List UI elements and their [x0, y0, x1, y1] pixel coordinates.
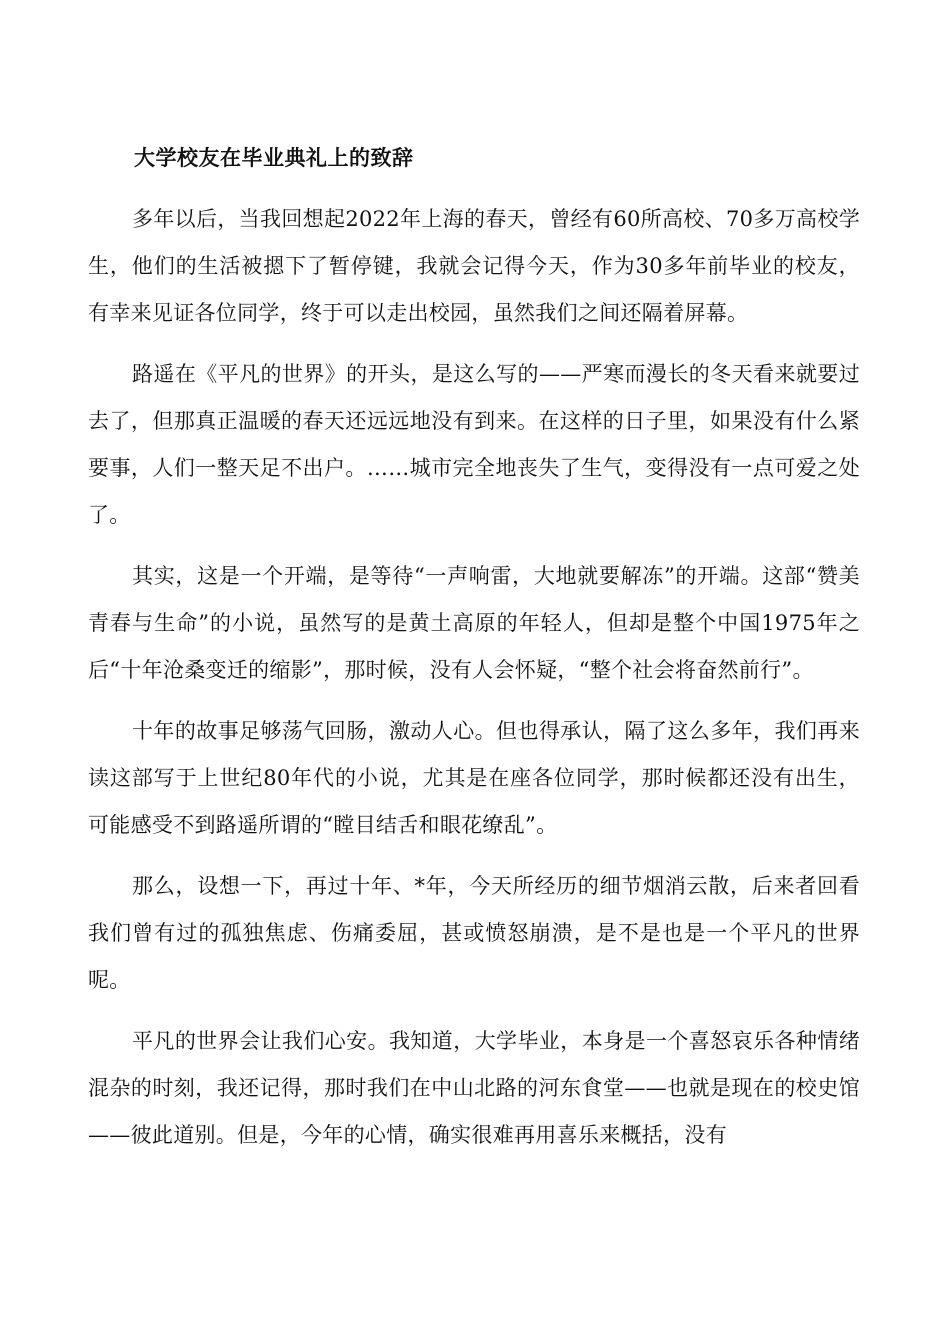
- document-body: [88, 140, 860, 1173]
- paragraph-5: 那么，设想一下，再过十年、*年，今天所经历的细节烟消云散，后来者回看我们曾有过的孤独焦虑、伤痛委屈，甚或愤怒崩溃，是不是也是一个平凡的世界呢。: [88, 874, 860, 992]
- paragraph-2: 路遥在《平凡的世界》的开头，是这么写的——严寒而漫长的冬天看来就要过去了，但那真正温暖的春天还远远地没有到来。在这样的日子里，如果没有什么紧要事，人们一整天足不出户。……城市完全地丧失了生气，变得没有一点可爱之处了。: [88, 362, 860, 527]
- paragraph-3: 其实，这是一个开端，是等待“一声响雷，大地就要解冻”的开端。这部“赞美青春与生命”的小说，虽然写的是黄土高原的年轻人，但却是整个中国1975年之后“十年沧桑变迁的缩影”，那时候，没有人会怀疑，“整个社会将奋然前行”。: [88, 564, 860, 682]
- paragraph-4: 十年的故事足够荡气回肠，激动人心。但也得承认，隔了这么多年，我们再来读这部写于上世纪80年代的小说，尤其是在座各位同学，那时候都还没有出生，可能感受不到路遥所谓的“瞠目结舌和眼花缭乱”。: [88, 719, 860, 837]
- document-title: 大学校友在毕业典礼上的致辞: [134, 145, 414, 170]
- paragraph-1: 多年以后，当我回想起2022年上海的春天，曾经有60所高校、70多万高校学生，他们的生活被摁下了暂停键，我就会记得今天，作为30多年前毕业的校友，有幸来见证各位同学，终于可以走出校园，虽然我们之间还隔着屏幕。: [88, 207, 860, 325]
- paragraph-6: 平凡的世界会让我们心安。我知道，大学毕业，本身是一个喜怒哀乐各种情绪混杂的时刻，我还记得，那时我们在中山北路的河东食堂——也就是现在的校史馆——彼此道别。但是，今年的心情，确实很难再用喜乐来概括，没有: [88, 1029, 860, 1147]
